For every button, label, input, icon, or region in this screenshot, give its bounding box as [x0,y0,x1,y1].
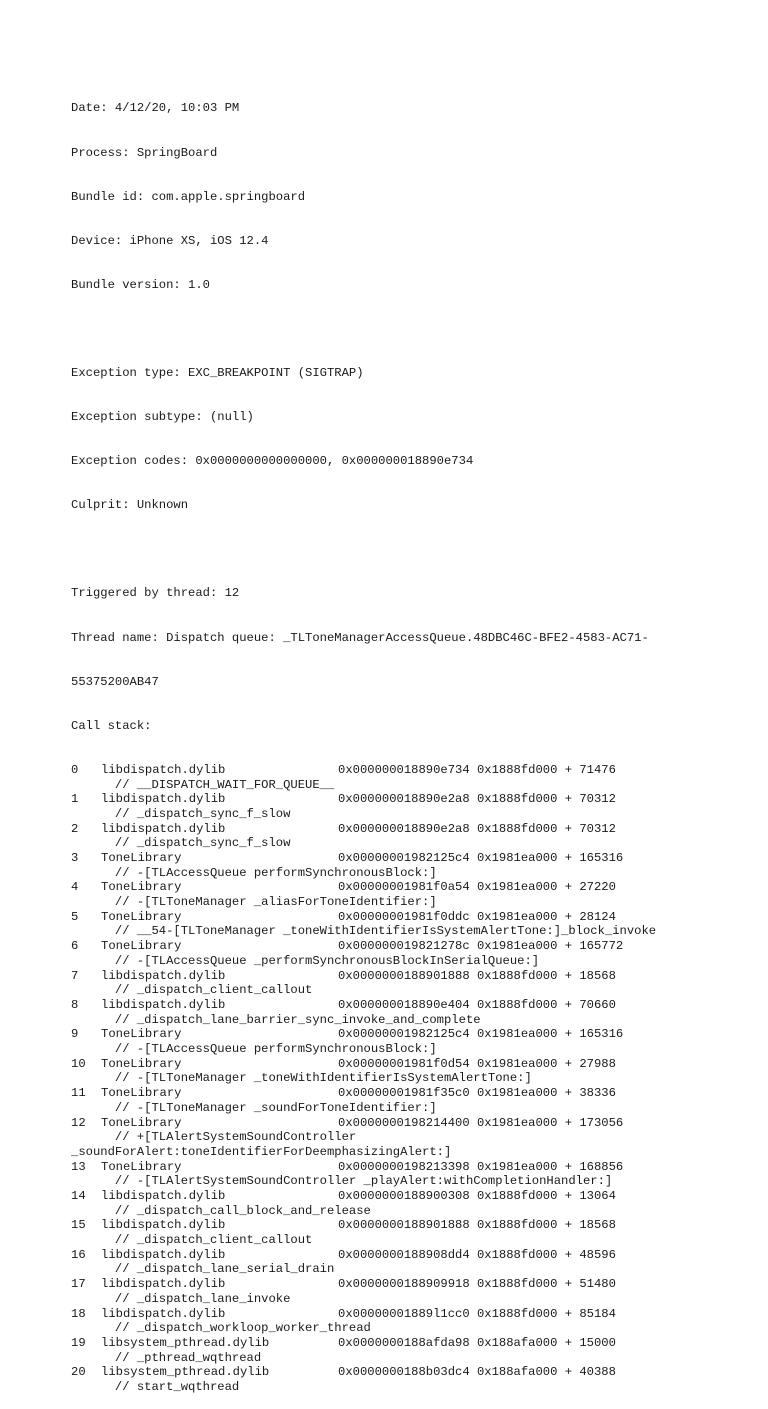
exception-subtype-line: Exception subtype: (null) [71,410,254,425]
frame-symbol: // -[TLAlertSystemSoundController _playAlert:withCompletionHandler:] [71,1174,613,1189]
frame-index: 0 [71,762,79,777]
exception-type-line: Exception type: EXC_BREAKPOINT (SIGTRAP) [71,365,364,380]
frame-library: libdispatch.dylib [101,1306,226,1321]
frame-library: libdispatch.dylib [101,968,226,983]
triggered-thread-line: Triggered by thread: 12 [71,586,240,601]
stack-frame [71,1336,711,1365]
frame-index: 20 [71,1365,86,1380]
frame-symbol: // -[TLToneManager _aliasForToneIdentifier:] [71,895,437,910]
call-stack-label: Call stack: [71,718,152,733]
stack-frame-header [71,851,711,866]
stack-frame [71,1086,711,1115]
frame-address: 0x00000001981f0ddc 0x1981ea000 + 28124 [338,909,616,924]
frame-index: 7 [71,968,79,983]
frame-index: 17 [71,1277,86,1292]
frame-address: 0x0000000188909918 0x1888fd000 + 51480 [338,1277,616,1292]
frame-symbol: // -[TLToneManager _toneWithIdentifierIsSystemAlertTone:] [71,1071,532,1086]
process-line: Process: SpringBoard [71,145,218,160]
stack-frame [71,1277,711,1306]
frame-library: libdispatch.dylib [101,762,226,777]
frame-index: 3 [71,850,79,865]
frame-index: 16 [71,1247,86,1262]
frame-library: libdispatch.dylib [101,1247,226,1262]
frame-library: libdispatch.dylib [101,792,226,807]
frame-library: ToneLibrary [101,1056,182,1071]
stack-frame [71,1307,711,1336]
frame-library: libsystem_pthread.dylib [101,1365,270,1380]
frame-library: ToneLibrary [101,909,182,924]
frame-address: 0x0000000188901888 0x1888fd000 + 18568 [338,1218,616,1233]
frame-library: ToneLibrary [101,1027,182,1042]
frame-address: 0x000000019821278c 0x1981ea000 + 165772 [338,939,624,954]
stack-frame-header [71,1189,711,1204]
frame-symbol: // -[TLToneManager _soundForToneIdentifier:] [71,1100,437,1115]
frame-index: 6 [71,939,79,954]
stack-frame-header [71,1027,711,1042]
frame-address: 0x0000000188b03dc4 0x188afa000 + 40388 [338,1365,616,1380]
frame-address: 0x000000018890e2a8 0x1888fd000 + 70312 [338,792,616,807]
frame-symbol: // -[TLAccessQueue performSynchronousBlock:] [71,865,437,880]
frame-address: 0x00000001889l1cc0 0x1888fd000 + 85184 [338,1306,616,1321]
frame-symbol: // __DISPATCH_WAIT_FOR_QUEUE__ [71,777,335,792]
frame-symbol: // _dispatch_call_block_and_release [71,1203,371,1218]
stack-frame [71,969,711,998]
frame-index: 15 [71,1218,86,1233]
frame-address: 0x00000001982125c4 0x1981ea000 + 165316 [338,850,624,865]
frame-address: 0x0000000188afda98 0x188afa000 + 15000 [338,1335,616,1350]
date-line: Date: 4/12/20, 10:03 PM [71,101,240,116]
stack-frame-header [71,822,711,837]
frame-address: 0x00000001981f35c0 0x1981ea000 + 38336 [338,1086,616,1101]
frame-address: 0x00000001982125c4 0x1981ea000 + 165316 [338,1027,624,1042]
stack-frame-header [71,1086,711,1101]
frame-index: 11 [71,1086,86,1101]
frame-index: 1 [71,792,79,807]
frame-address: 0x00000001981f0a54 0x1981ea000 + 27220 [338,880,616,895]
frame-index: 9 [71,1027,79,1042]
frame-index: 19 [71,1335,86,1350]
frame-symbol: // _dispatch_lane_serial_drain [71,1262,335,1277]
frame-symbol: // _dispatch_workloop_worker_thread [71,1321,371,1336]
frame-library: ToneLibrary [101,850,182,865]
stack-frame-header [71,792,711,807]
frame-address: 0x0000000198214400 0x1981ea000 + 173056 [338,1115,624,1130]
stack-frame [71,1248,711,1277]
frame-symbol: // _dispatch_client_callout [71,983,313,998]
bundle-version-line: Bundle version: 1.0 [71,277,210,292]
stack-frame-header [71,998,711,1013]
frame-index: 14 [71,1188,86,1203]
blank-line [71,542,711,557]
frame-address: 0x0000000188901888 0x1888fd000 + 18568 [338,968,616,983]
stack-frame [71,1218,711,1247]
frame-address: 0x0000000188908dd4 0x1888fd000 + 48596 [338,1247,616,1262]
frame-symbol: // _dispatch_lane_barrier_sync_invoke_and_complete [71,1012,481,1027]
stack-frame [71,1057,711,1086]
frame-index: 13 [71,1159,86,1174]
stack-frame [71,880,711,909]
stack-frame [71,1116,711,1160]
frame-library: ToneLibrary [101,1159,182,1174]
frame-address: 0x00000001981f0d54 0x1981ea000 + 27988 [338,1056,616,1071]
stack-frame-header [71,1160,711,1175]
culprit-line: Culprit: Unknown [71,498,189,513]
stack-frame-header [71,910,711,925]
frame-library: ToneLibrary [101,1086,182,1101]
thread-name-continuation: 55375200AB47 [71,674,159,689]
stack-frame-header [71,1307,711,1322]
frame-index: 12 [71,1115,86,1130]
frame-library: ToneLibrary [101,1115,182,1130]
stack-frame [71,822,711,851]
stack-frame-header [71,969,711,984]
frame-index: 2 [71,821,79,836]
frame-index: 8 [71,997,79,1012]
frame-library: libsystem_pthread.dylib [101,1335,270,1350]
frame-library: libdispatch.dylib [101,997,226,1012]
frame-index: 5 [71,909,79,924]
frame-address: 0x0000000188900308 0x1888fd000 + 13064 [338,1188,616,1203]
frame-library: libdispatch.dylib [101,1277,226,1292]
stack-frame-header [71,1277,711,1292]
stack-frame [71,998,711,1027]
frame-address: 0x000000018890e404 0x1888fd000 + 70660 [338,997,616,1012]
stack-frame [71,792,711,821]
frame-symbol: // -[TLAccessQueue _performSynchronousBlockInSerialQueue:] [71,953,540,968]
frame-library: libdispatch.dylib [101,1188,226,1203]
stack-frame [71,939,711,968]
stack-frame [71,1160,711,1189]
stack-frame-header [71,763,711,778]
frame-symbol: // start_wqthread [71,1380,240,1395]
stack-frame [71,1189,711,1218]
blank-line [71,322,711,337]
device-line: Device: iPhone XS, iOS 12.4 [71,233,269,248]
crash-log-document [71,72,711,1409]
frame-library: libdispatch.dylib [101,821,226,836]
frame-address: 0x0000000198213398 0x1981ea000 + 168856 [338,1159,624,1174]
exception-codes-line: Exception codes: 0x0000000000000000, 0x000000018890e734 [71,454,474,469]
frame-symbol: // __54-[TLToneManager _toneWithIdentifierIsSystemAlertTone:]_block_invoke [71,924,657,939]
stack-frame [71,1027,711,1056]
frame-library: libdispatch.dylib [101,1218,226,1233]
stack-frame [71,763,711,792]
bundle-id-line: Bundle id: com.apple.springboard [71,189,306,204]
call-stack-list [71,763,711,1395]
stack-frame [71,910,711,939]
stack-frame-header [71,1218,711,1233]
frame-address: 0x000000018890e734 0x1888fd000 + 71476 [338,762,616,777]
stack-frame-header [71,1365,711,1380]
frame-library: ToneLibrary [101,939,182,954]
frame-symbol: // _dispatch_lane_invoke [71,1291,291,1306]
stack-frame [71,1365,711,1394]
stack-frame-header [71,1248,711,1263]
frame-symbol: // +[TLAlertSystemSoundController _soundForAlert:toneIdentifierForDeemphasizingAlert:] [71,1130,452,1159]
frame-symbol: // _dispatch_sync_f_slow [71,806,291,821]
frame-symbol: // _pthread_wqthread [71,1350,262,1365]
frame-symbol: // -[TLAccessQueue performSynchronousBlock:] [71,1042,437,1057]
stack-frame-header [71,1116,711,1131]
frame-index: 10 [71,1056,86,1071]
stack-frame-header [71,939,711,954]
frame-symbol: // _dispatch_sync_f_slow [71,836,291,851]
stack-frame [71,851,711,880]
frame-symbol: // _dispatch_client_callout [71,1233,313,1248]
stack-frame-header [71,1336,711,1351]
thread-name-line: Thread name: Dispatch queue: _TLToneManagerAccessQueue.48DBC46C-BFE2-4583-AC71- [71,630,649,645]
frame-address: 0x000000018890e2a8 0x1888fd000 + 70312 [338,821,616,836]
frame-index: 18 [71,1306,86,1321]
stack-frame-header [71,880,711,895]
frame-index: 4 [71,880,79,895]
frame-library: ToneLibrary [101,880,182,895]
stack-frame-header [71,1057,711,1072]
